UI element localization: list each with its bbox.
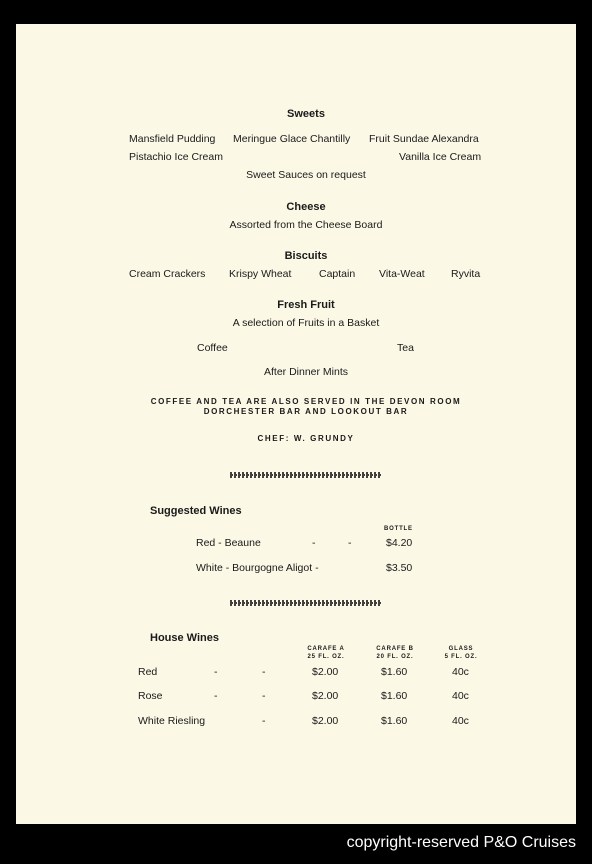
house-wine-name: Rose (138, 690, 163, 702)
mints-item: After Dinner Mints (263, 366, 349, 378)
sweets-item: Meringue Glace Chantilly (233, 133, 351, 145)
biscuit-item: Captain (319, 268, 356, 280)
ornamental-divider (230, 600, 381, 606)
house-wine-name: Red (138, 666, 158, 678)
carafe-b-price: $1.60 (381, 690, 408, 702)
sweets-item: Vanilla Ice Cream (399, 151, 482, 163)
biscuit-item: Cream Crackers (129, 268, 206, 280)
dash: - (262, 715, 266, 727)
biscuit-item: Vita-Weat (379, 268, 425, 280)
menu-page (16, 24, 576, 824)
carafe-a-price: $2.00 (312, 690, 339, 702)
glass-header (437, 645, 485, 661)
header-line: 25 FL. OZ. (307, 654, 345, 660)
carafe-a-price: $2.00 (312, 666, 339, 678)
glass-price: 40c (452, 715, 469, 727)
biscuit-item: Ryvita (451, 268, 481, 280)
suggested-wines-heading: Suggested Wines (150, 505, 242, 517)
notice-line: COFFEE AND TEA ARE ALSO SERVED IN THE DEVON ROOM (150, 397, 462, 406)
coffee-item: Coffee (197, 342, 228, 354)
glass-price: 40c (452, 690, 469, 702)
dash: - (262, 666, 266, 678)
carafe-b-header (371, 645, 419, 661)
carafe-a-header (302, 645, 350, 661)
fresh-fruit-heading: Fresh Fruit (277, 299, 335, 311)
dash: - (214, 666, 218, 678)
dash: - (348, 537, 352, 549)
header-line: 5 FL. OZ. (444, 654, 478, 660)
copyright-caption: copyright-reserved P&O Cruises (346, 834, 576, 851)
sweets-item: Pistachio Ice Cream (129, 151, 223, 163)
suggested-wine-price: $4.20 (386, 537, 413, 549)
sweets-item: Fruit Sundae Alexandra (369, 133, 479, 145)
house-wines-heading: House Wines (150, 632, 219, 644)
cheese-heading: Cheese (286, 201, 326, 213)
chef-credit: CHEF: W. GRUNDY (257, 434, 355, 443)
suggested-wine-label: Red - Beaune (196, 537, 261, 549)
header-line: CARAFE B (376, 646, 414, 652)
header-line: CARAFE A (307, 646, 345, 652)
ornamental-divider (230, 472, 381, 478)
cheese-line: Assorted from the Cheese Board (229, 219, 383, 231)
bottle-column-header: BOTTLE (384, 526, 413, 532)
suggested-wine-label: White - Bourgogne Aligot - (196, 562, 319, 574)
dash: - (214, 690, 218, 702)
fresh-fruit-line: A selection of Fruits in a Basket (232, 317, 380, 329)
notice-line: DORCHESTER BAR AND LOOKOUT BAR (203, 407, 409, 416)
header-line: 20 FL. OZ. (376, 654, 414, 660)
biscuit-item: Krispy Wheat (229, 268, 292, 280)
header-line: GLASS (448, 646, 474, 652)
dash: - (312, 537, 316, 549)
carafe-b-price: $1.60 (381, 666, 408, 678)
sweets-note: Sweet Sauces on request (246, 169, 366, 181)
dash: - (262, 690, 266, 702)
biscuits-heading: Biscuits (284, 250, 328, 262)
house-wine-name: White Riesling (138, 715, 206, 727)
tea-item: Tea (397, 342, 414, 354)
sweets-item: Mansfield Pudding (129, 133, 216, 145)
sweets-heading: Sweets (287, 108, 325, 120)
carafe-a-price: $2.00 (312, 715, 339, 727)
glass-price: 40c (452, 666, 469, 678)
suggested-wine-price: $3.50 (386, 562, 413, 574)
carafe-b-price: $1.60 (381, 715, 408, 727)
